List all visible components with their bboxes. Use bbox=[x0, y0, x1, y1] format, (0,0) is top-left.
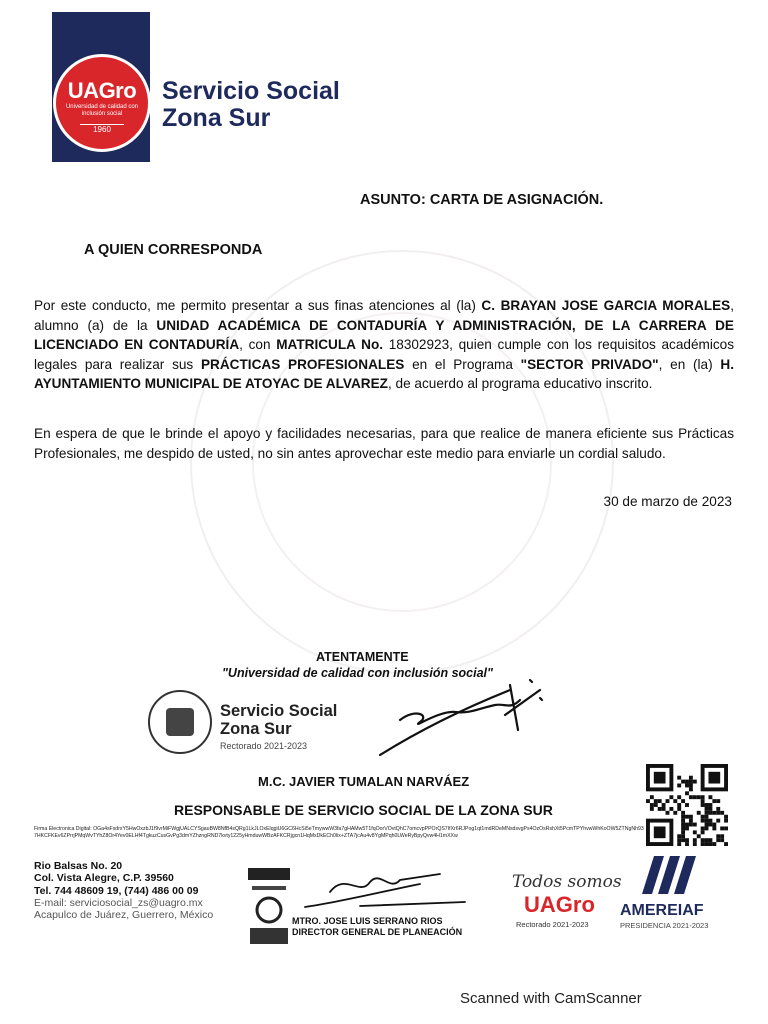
p1-text-5: en el Programa bbox=[404, 356, 521, 372]
closing-motto: "Universidad de calidad con inclusión social" bbox=[222, 666, 493, 680]
stamp-subtitle: Rectorado 2021-2023 bbox=[220, 741, 308, 751]
planeacion-signature bbox=[300, 862, 470, 914]
qr-code-icon bbox=[646, 764, 728, 846]
student-name: C. BRAYAN JOSE GARCIA MORALES bbox=[481, 298, 731, 313]
logo-subtext: Universidad de calidad con inclusión social bbox=[65, 104, 139, 117]
logo-year: 1960 bbox=[80, 124, 124, 134]
todos-somos-text: Todos somos bbox=[512, 872, 622, 892]
p1-text-1: Por este conducto, me permito presentar a sus finas atenciones al (la) bbox=[34, 298, 482, 313]
stamp-title-line1: Servicio Social bbox=[220, 702, 338, 720]
academic-unit: UNIDAD ACADÉMICA DE CONTADURÍA Y ADMINISTRACIÓN, DE LA CARRERA DE LICENCIADO EN CONTADURÍA bbox=[34, 317, 734, 352]
stamp-title-line2: Zona Sur bbox=[220, 720, 292, 738]
subject-line: ASUNTO: CARTA DE ASIGNACIÓN. bbox=[360, 192, 604, 208]
camscanner-label: Scanned with CamScanner bbox=[460, 990, 642, 1007]
amereiaf-logo-icon bbox=[636, 854, 706, 900]
p1-text-2: , alumno (a) de la bbox=[34, 298, 734, 333]
planeacion-director-role: DIRECTOR GENERAL DE PLANEACIÓN bbox=[292, 927, 463, 937]
paragraph-2: En espera de que le brinde el apoyo y facilidades necesarias, para que realice de manera eficiente sus Prácticas Profesionales, me despido de usted, no sin antes aprovechar este medio para enviarle un cordial saludo. bbox=[34, 426, 734, 461]
letter-date: 30 de marzo de 2023 bbox=[603, 494, 732, 509]
address-line-1: Rio Balsas No. 20 bbox=[34, 860, 123, 872]
electronic-signature bbox=[34, 826, 644, 839]
seal-crest-icon bbox=[166, 708, 194, 736]
institution-name: H. AYUNTAMIENTO MUNICIPAL DE ATOYAC DE ALVAREZ bbox=[34, 356, 734, 391]
address-line-2: Col. Vista Alegre, C.P. 39560 bbox=[34, 872, 174, 885]
paragraph-1 bbox=[34, 296, 734, 394]
todos-somos-logo: UAGro bbox=[524, 892, 595, 917]
amereiaf-subtitle: PRESIDENCIA 2021-2023 bbox=[620, 921, 709, 930]
electronic-signature-code: OGa4sFxdrxY5HwOxzbJ1f9vrMiFWgjUALCYSgauBW8NfB4sQRg1LkJLOxElqgiU6GC6HcSi5eTmywwW3fa7gHAMw5T1fqOorVOvtQhC7omcvpPPOrQS7IfXr6RJPog1qt1mdRDeMNsdsvgPs4OzOsRshXt5PcmTPYhvwWhKoOW5ZTNgNh937HKCFKEv6ZPrrjPMqWvTYhZ8Or4Yev0ELHf4TgkuzCusGvPg3dmYZhzngRND7kvty1225yHmduwWBzAFKCRjgcn1HqMxDkECh0lix+ZTA7jcAu4v8YgMPqh0LWeRyBpyQvw4H1mXXw bbox=[34, 826, 644, 839]
signer-role: RESPONSABLE DE SERVICIO SOCIAL DE LA ZONA SUR bbox=[174, 802, 553, 818]
todos-somos-subtitle: Rectorado 2021-2023 bbox=[516, 920, 589, 929]
planeacion-director bbox=[292, 916, 462, 938]
p1-text-6: , en (la) bbox=[658, 356, 721, 372]
header-title-line1: Servicio Social bbox=[162, 77, 340, 105]
salutation: A QUIEN CORRESPONDA bbox=[84, 242, 263, 258]
stamp-title bbox=[220, 702, 337, 738]
address-line-5: Acapulco de Juárez, Guerrero, México bbox=[34, 909, 214, 922]
program-name: "SECTOR PRIVADO" bbox=[520, 356, 659, 372]
header-title-line2: Zona Sur bbox=[162, 104, 271, 132]
header-title bbox=[162, 78, 340, 132]
address-line-3: Tel. 744 48609 19, (744) 486 00 09 bbox=[34, 884, 199, 897]
matricula-label: MATRICULA No. bbox=[276, 337, 384, 352]
address-block bbox=[34, 860, 213, 921]
practices-label: PRÁCTICAS PROFESIONALES bbox=[200, 356, 405, 372]
planeacion-seal-icon bbox=[246, 866, 292, 948]
p1-text-3: , con bbox=[239, 337, 277, 352]
p1-text-4: 18302923, quien cumple con los requisitos académicos legales para realizar sus bbox=[34, 337, 735, 372]
amereiaf-name: AMEREIAF bbox=[620, 902, 704, 919]
closing-atentamente: ATENTAMENTE bbox=[316, 650, 409, 664]
signer-name: M.C. JAVIER TUMALAN NARVÁEZ bbox=[258, 774, 470, 789]
logo-text: UAGro bbox=[67, 78, 137, 103]
p1-text-7: , de acuerdo al programa educativo inscrito. bbox=[387, 376, 653, 391]
planeacion-director-name: MTRO. JOSE LUIS SERRANO RIOS bbox=[292, 916, 443, 926]
electronic-signature-label: Firma Electronica Digital: bbox=[34, 826, 92, 832]
handwritten-signature bbox=[360, 670, 560, 765]
address-line-4: E-mail: serviciosocial_zs@uagro.mx bbox=[34, 896, 203, 909]
